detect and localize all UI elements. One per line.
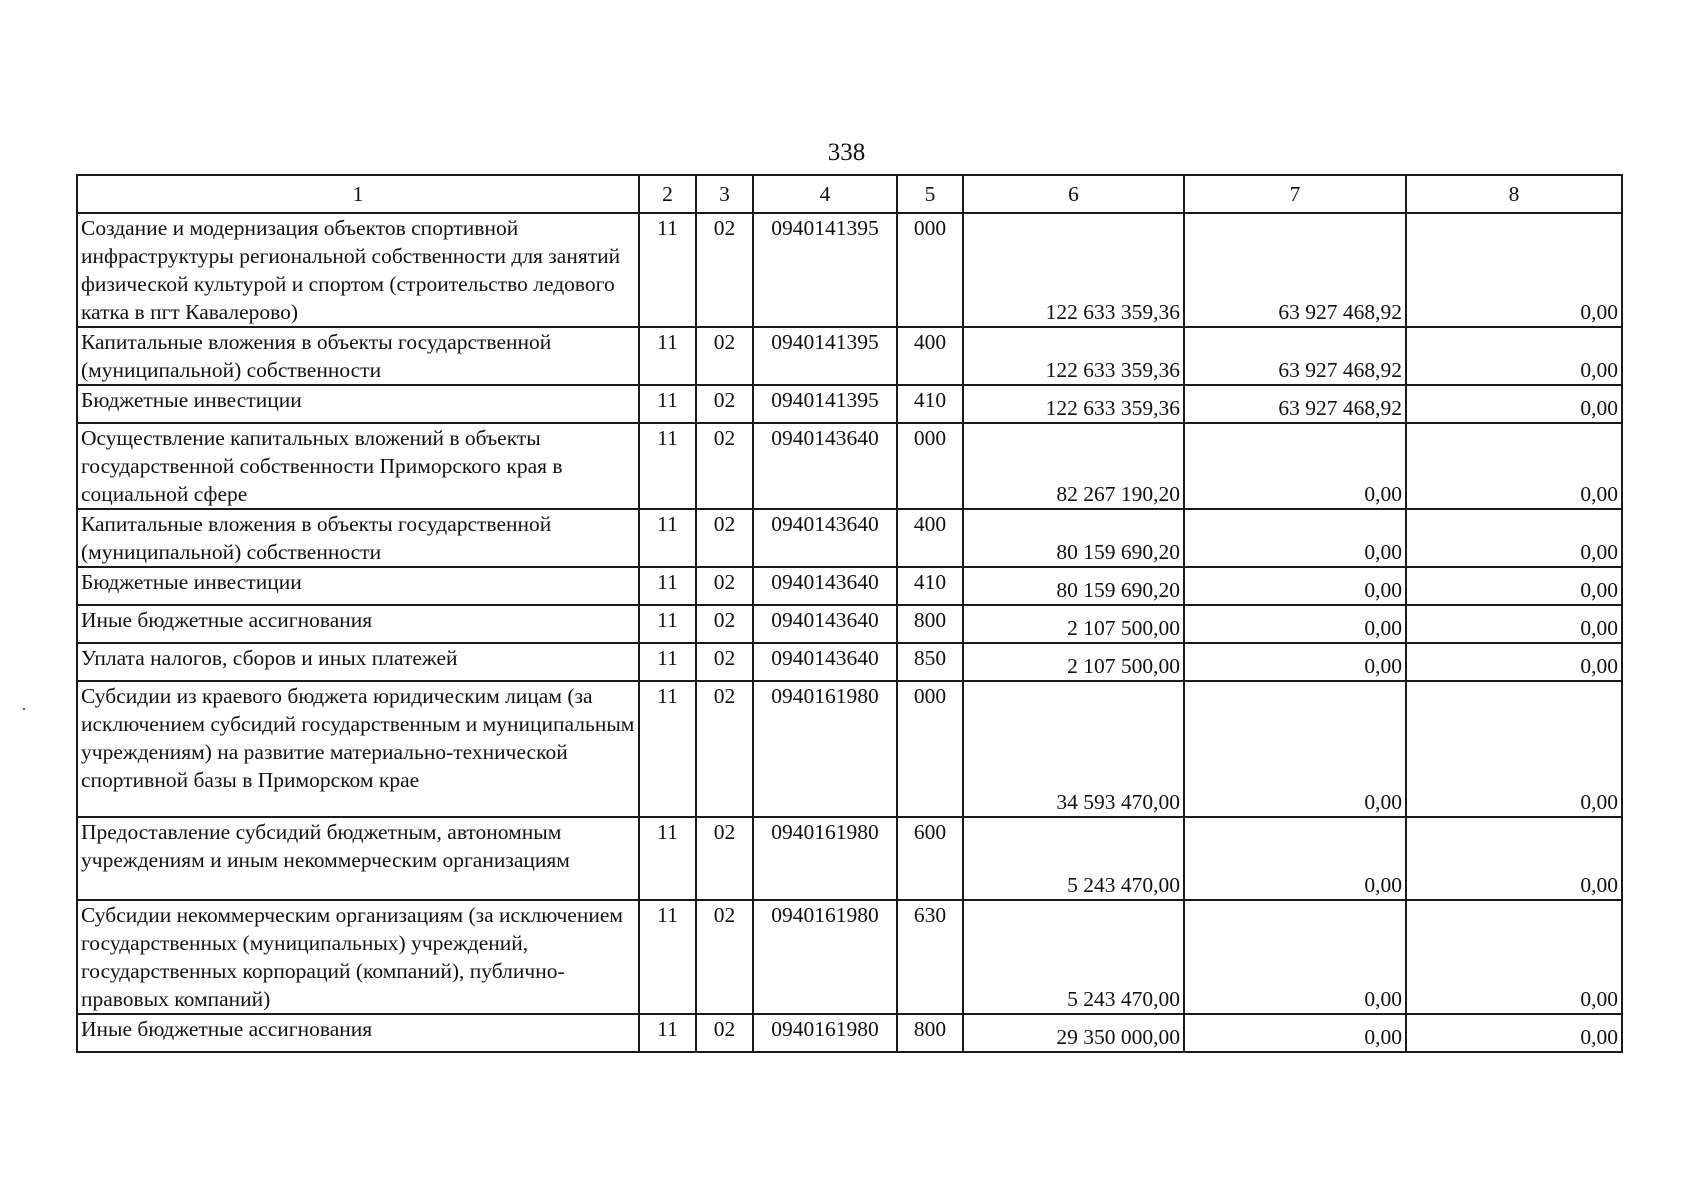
header-cell: 2 xyxy=(639,175,696,213)
row-amount-col8: 0,00 xyxy=(1406,817,1622,900)
row-expense-type: 630 xyxy=(897,900,963,1014)
budget-table-body xyxy=(77,175,1622,1052)
row-name: Субсидии из краевого бюджета юридическим лицам (за исключением субсидий государственным и муниципальным учреждениям) на развитие материально-технической спортивной базы в Приморском крае xyxy=(77,681,639,817)
row-target-code: 0940141395 xyxy=(753,327,897,385)
row-section: 11 xyxy=(639,327,696,385)
row-name: Создание и модернизация объектов спортивной инфраструктуры региональной собственности для занятий физической культурой и спортом (строительство ледового катка в пгт Кавалерово) xyxy=(77,213,639,327)
row-section: 11 xyxy=(639,567,696,605)
header-cell: 1 xyxy=(77,175,639,213)
row-section: 11 xyxy=(639,385,696,423)
row-amount-col8: 0,00 xyxy=(1406,213,1622,327)
row-amount-col8: 0,00 xyxy=(1406,385,1622,423)
row-amount-col6: 82 267 190,20 xyxy=(963,423,1184,509)
row-amount-col7: 0,00 xyxy=(1184,1014,1406,1052)
row-section: 11 xyxy=(639,900,696,1014)
row-expense-type: 000 xyxy=(897,681,963,817)
row-name: Иные бюджетные ассигнования xyxy=(77,605,639,643)
row-target-code: 0940143640 xyxy=(753,567,897,605)
row-amount-col7: 0,00 xyxy=(1184,567,1406,605)
row-subsection: 02 xyxy=(696,385,753,423)
row-amount-col6: 80 159 690,20 xyxy=(963,509,1184,567)
row-target-code: 0940143640 xyxy=(753,643,897,681)
row-amount-col6: 122 633 359,36 xyxy=(963,385,1184,423)
row-section: 11 xyxy=(639,1014,696,1052)
table-row xyxy=(77,509,1622,567)
row-amount-col6: 29 350 000,00 xyxy=(963,1014,1184,1052)
row-target-code: 0940161980 xyxy=(753,1014,897,1052)
row-name: Уплата налогов, сборов и иных платежей xyxy=(77,643,639,681)
table-row xyxy=(77,567,1622,605)
row-amount-col6: 5 243 470,00 xyxy=(963,817,1184,900)
row-name: Субсидии некоммерческим организациям (за исключением государственных (муниципальных) учреждений, государственных корпораций (компаний), публично-правовых компаний) xyxy=(77,900,639,1014)
table-row xyxy=(77,817,1622,900)
table-row xyxy=(77,213,1622,327)
row-amount-col7: 0,00 xyxy=(1184,509,1406,567)
row-amount-col7: 0,00 xyxy=(1184,643,1406,681)
table-row xyxy=(77,1014,1622,1052)
row-expense-type: 800 xyxy=(897,605,963,643)
row-amount-col6: 80 159 690,20 xyxy=(963,567,1184,605)
row-section: 11 xyxy=(639,423,696,509)
row-amount-col7: 0,00 xyxy=(1184,605,1406,643)
row-expense-type: 850 xyxy=(897,643,963,681)
budget-table xyxy=(76,174,1623,1053)
row-amount-col8: 0,00 xyxy=(1406,643,1622,681)
row-subsection: 02 xyxy=(696,900,753,1014)
row-amount-col7: 0,00 xyxy=(1184,681,1406,817)
header-cell: 5 xyxy=(897,175,963,213)
table-row xyxy=(77,385,1622,423)
table-row xyxy=(77,643,1622,681)
row-target-code: 0940143640 xyxy=(753,423,897,509)
row-amount-col6: 2 107 500,00 xyxy=(963,605,1184,643)
row-target-code: 0940141395 xyxy=(753,213,897,327)
row-target-code: 0940143640 xyxy=(753,509,897,567)
row-expense-type: 800 xyxy=(897,1014,963,1052)
row-expense-type: 000 xyxy=(897,213,963,327)
row-section: 11 xyxy=(639,817,696,900)
row-expense-type: 410 xyxy=(897,567,963,605)
row-amount-col7: 63 927 468,92 xyxy=(1184,385,1406,423)
row-subsection: 02 xyxy=(696,213,753,327)
row-name: Капитальные вложения в объекты государственной (муниципальной) собственности xyxy=(77,327,639,385)
row-expense-type: 400 xyxy=(897,327,963,385)
row-target-code: 0940161980 xyxy=(753,681,897,817)
row-expense-type: 000 xyxy=(897,423,963,509)
row-name: Капитальные вложения в объекты государственной (муниципальной) собственности xyxy=(77,509,639,567)
row-section: 11 xyxy=(639,509,696,567)
row-subsection: 02 xyxy=(696,327,753,385)
row-section: 11 xyxy=(639,643,696,681)
header-cell: 6 xyxy=(963,175,1184,213)
row-name: Предоставление субсидий бюджетным, автономным учреждениям и иным некоммерческим организациям xyxy=(77,817,639,900)
row-amount-col7: 0,00 xyxy=(1184,900,1406,1014)
row-expense-type: 410 xyxy=(897,385,963,423)
row-subsection: 02 xyxy=(696,681,753,817)
row-amount-col7: 0,00 xyxy=(1184,817,1406,900)
header-cell: 8 xyxy=(1406,175,1622,213)
table-row xyxy=(77,605,1622,643)
row-amount-col8: 0,00 xyxy=(1406,681,1622,817)
row-amount-col7: 0,00 xyxy=(1184,423,1406,509)
row-target-code: 0940161980 xyxy=(753,817,897,900)
row-name: Иные бюджетные ассигнования xyxy=(77,1014,639,1052)
row-amount-col8: 0,00 xyxy=(1406,423,1622,509)
header-cell: 7 xyxy=(1184,175,1406,213)
row-target-code: 0940143640 xyxy=(753,605,897,643)
row-amount-col8: 0,00 xyxy=(1406,605,1622,643)
row-amount-col6: 5 243 470,00 xyxy=(963,900,1184,1014)
row-amount-col8: 0,00 xyxy=(1406,567,1622,605)
row-amount-col6: 122 633 359,36 xyxy=(963,327,1184,385)
row-subsection: 02 xyxy=(696,423,753,509)
row-name: Бюджетные инвестиции xyxy=(77,567,639,605)
row-amount-col7: 63 927 468,92 xyxy=(1184,327,1406,385)
row-section: 11 xyxy=(639,681,696,817)
row-subsection: 02 xyxy=(696,509,753,567)
row-name: Бюджетные инвестиции xyxy=(77,385,639,423)
row-amount-col8: 0,00 xyxy=(1406,1014,1622,1052)
header-row xyxy=(77,175,1622,213)
row-expense-type: 400 xyxy=(897,509,963,567)
row-target-code: 0940161980 xyxy=(753,900,897,1014)
scan-dot xyxy=(23,708,25,710)
row-subsection: 02 xyxy=(696,817,753,900)
row-subsection: 02 xyxy=(696,1014,753,1052)
row-subsection: 02 xyxy=(696,605,753,643)
row-amount-col6: 2 107 500,00 xyxy=(963,643,1184,681)
header-cell: 4 xyxy=(753,175,897,213)
row-expense-type: 600 xyxy=(897,817,963,900)
row-amount-col7: 63 927 468,92 xyxy=(1184,213,1406,327)
row-section: 11 xyxy=(639,605,696,643)
row-subsection: 02 xyxy=(696,567,753,605)
row-amount-col8: 0,00 xyxy=(1406,327,1622,385)
row-section: 11 xyxy=(639,213,696,327)
row-target-code: 0940141395 xyxy=(753,385,897,423)
row-amount-col8: 0,00 xyxy=(1406,509,1622,567)
table-row xyxy=(77,900,1622,1014)
table-row xyxy=(77,327,1622,385)
header-cell: 3 xyxy=(696,175,753,213)
page-number: 338 xyxy=(827,139,866,166)
row-subsection: 02 xyxy=(696,643,753,681)
table-row xyxy=(77,681,1622,817)
row-amount-col6: 34 593 470,00 xyxy=(963,681,1184,817)
table-row xyxy=(77,423,1622,509)
row-amount-col6: 122 633 359,36 xyxy=(963,213,1184,327)
row-name: Осуществление капитальных вложений в объекты государственной собственности Приморского края в социальной сфере xyxy=(77,423,639,509)
row-amount-col8: 0,00 xyxy=(1406,900,1622,1014)
